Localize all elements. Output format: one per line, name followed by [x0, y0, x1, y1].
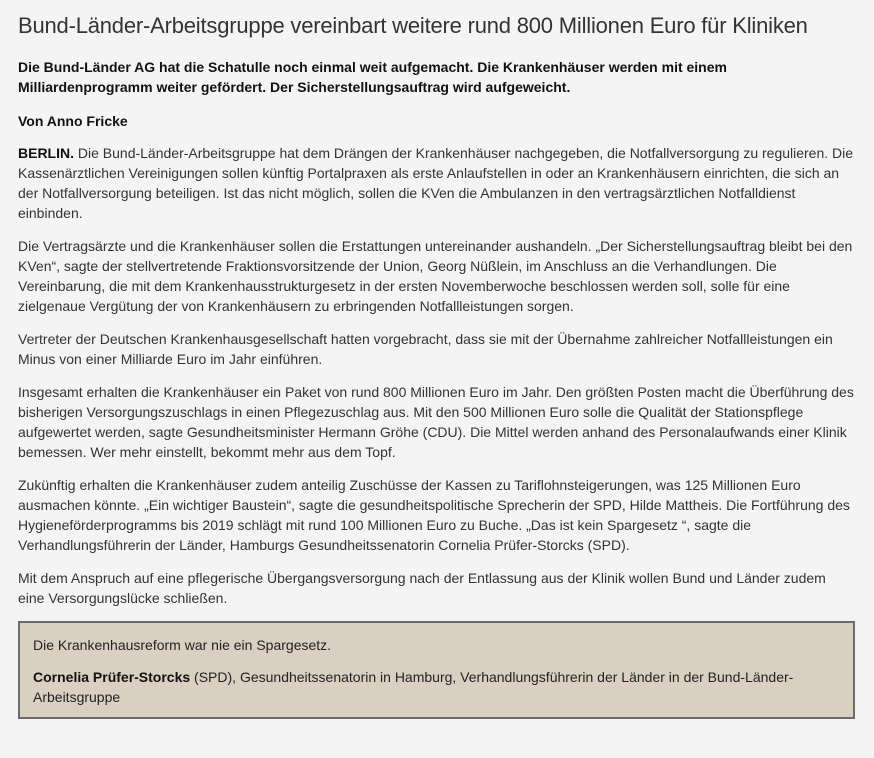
article-paragraph: Vertreter der Deutschen Krankenhausgesellschaft hatten vorgebracht, dass sie mit der Übernahme zahlreicher Notfallleistungen ein Minus von einer Milliarde Euro im Jahr einführen.: [18, 331, 833, 367]
article-lead: Die Bund-Länder AG hat die Schatulle noch einmal weit aufgemacht. Die Krankenhäuser werden mit einem Milliardenprogramm weiter gefördert. Der Sicherstellungsauftrag wird aufgeweicht.: [18, 59, 727, 95]
quote-text: Die Krankenhausreform war nie ein Spargesetz.: [33, 637, 332, 653]
article-paragraph: Zukünftig erhalten die Krankenhäuser zudem anteilig Zuschüsse der Kassen zu Tariflohnsteigerungen, was 125 Millionen Euro ausmachen könnte. „Ein wichtiger Baustein“, sagte die gesundheitspolitische Sprecherin der SPD, Hilde Mattheis. Die Fortführung des Hygieneförderprogramms bis 2019 schlägt mit rund 100 Millionen Euro zu Buche. „Das ist kein Spargesetz “, sagte die Verhandlungsführerin der Länder, Hamburgs Gesundheitssenatorin Cornelia Prüfer-Storcks (SPD).: [18, 477, 850, 553]
article-paragraph: Die Vertragsärzte und die Krankenhäuser sollen die Erstattungen untereinander aushandeln. „Der Sicherstellungsauftrag bleibt bei den KVen“, sagte der stellvertretende Fraktionsvorsitzende der Union, Georg Nüßlein, im Anschluss an die Verhandlungen. Die Vereinbarung, die mit dem Krankenhausstrukturgesetz in der ersten Novemberwoche beschlossen werden soll, solle für eine zielgenaue Vergütung der von Krankenhäusern zu erbringenden Notfallleistungen sorgen.: [18, 238, 853, 314]
quote-attribution: [33, 667, 839, 707]
article-author: Von Anno Fricke: [18, 113, 128, 129]
quote-author-name: Cornelia Prüfer-Storcks: [33, 669, 191, 685]
quote-box: [18, 621, 855, 719]
article-paragraph: Mit dem Anspruch auf eine pflegerische Übergangsversorgung nach der Entlassung aus der Klinik wollen Bund und Länder zudem eine Versorgungslücke schließen.: [18, 570, 826, 606]
article-paragraph: [18, 143, 854, 223]
article-paragraph: Insgesamt erhalten die Krankenhäuser ein Paket von rund 800 Millionen Euro im Jahr. Den größten Posten macht die Überführung des bisherigen Versorgungszuschlags in einen Pflegezuschlag aus. Mit den 500 Millionen Euro solle die Qualität der Stationspflege aufgewertet werden, sagte Gesundheitsminister Hermann Gröhe (CDU). Die Mittel werden anhand des Personalaufwands einer Klinik bemessen. Wer mehr einstellt, bekommt mehr aus dem Topf.: [18, 384, 854, 460]
article-dateline: BERLIN.: [18, 145, 74, 161]
paragraph-text: Die Bund-Länder-Arbeitsgruppe hat dem Drängen der Krankenhäuser nachgegeben, die Notfallversorgung zu regulieren. Die Kassenärztlichen Vereinigungen sollen künftig Portalpraxen als erste Anlaufstellen in oder an Krankenhäusern einrichten, die sich an der Notfallversorgung beteiligen. Ist das nicht möglich, sollen die KVen die Ambulanzen in den vertragsärztlichen Notfalldienst einbinden.: [18, 145, 854, 221]
quote-author-role: (SPD), Gesundheitssenatorin in Hamburg, Verhandlungsführerin der Länder in der Bund-Länder-Arbeitsgruppe: [33, 669, 794, 705]
article-headline: Bund-Länder-Arbeitsgruppe vereinbart weitere rund 800 Millionen Euro für Kliniken: [18, 13, 808, 38]
